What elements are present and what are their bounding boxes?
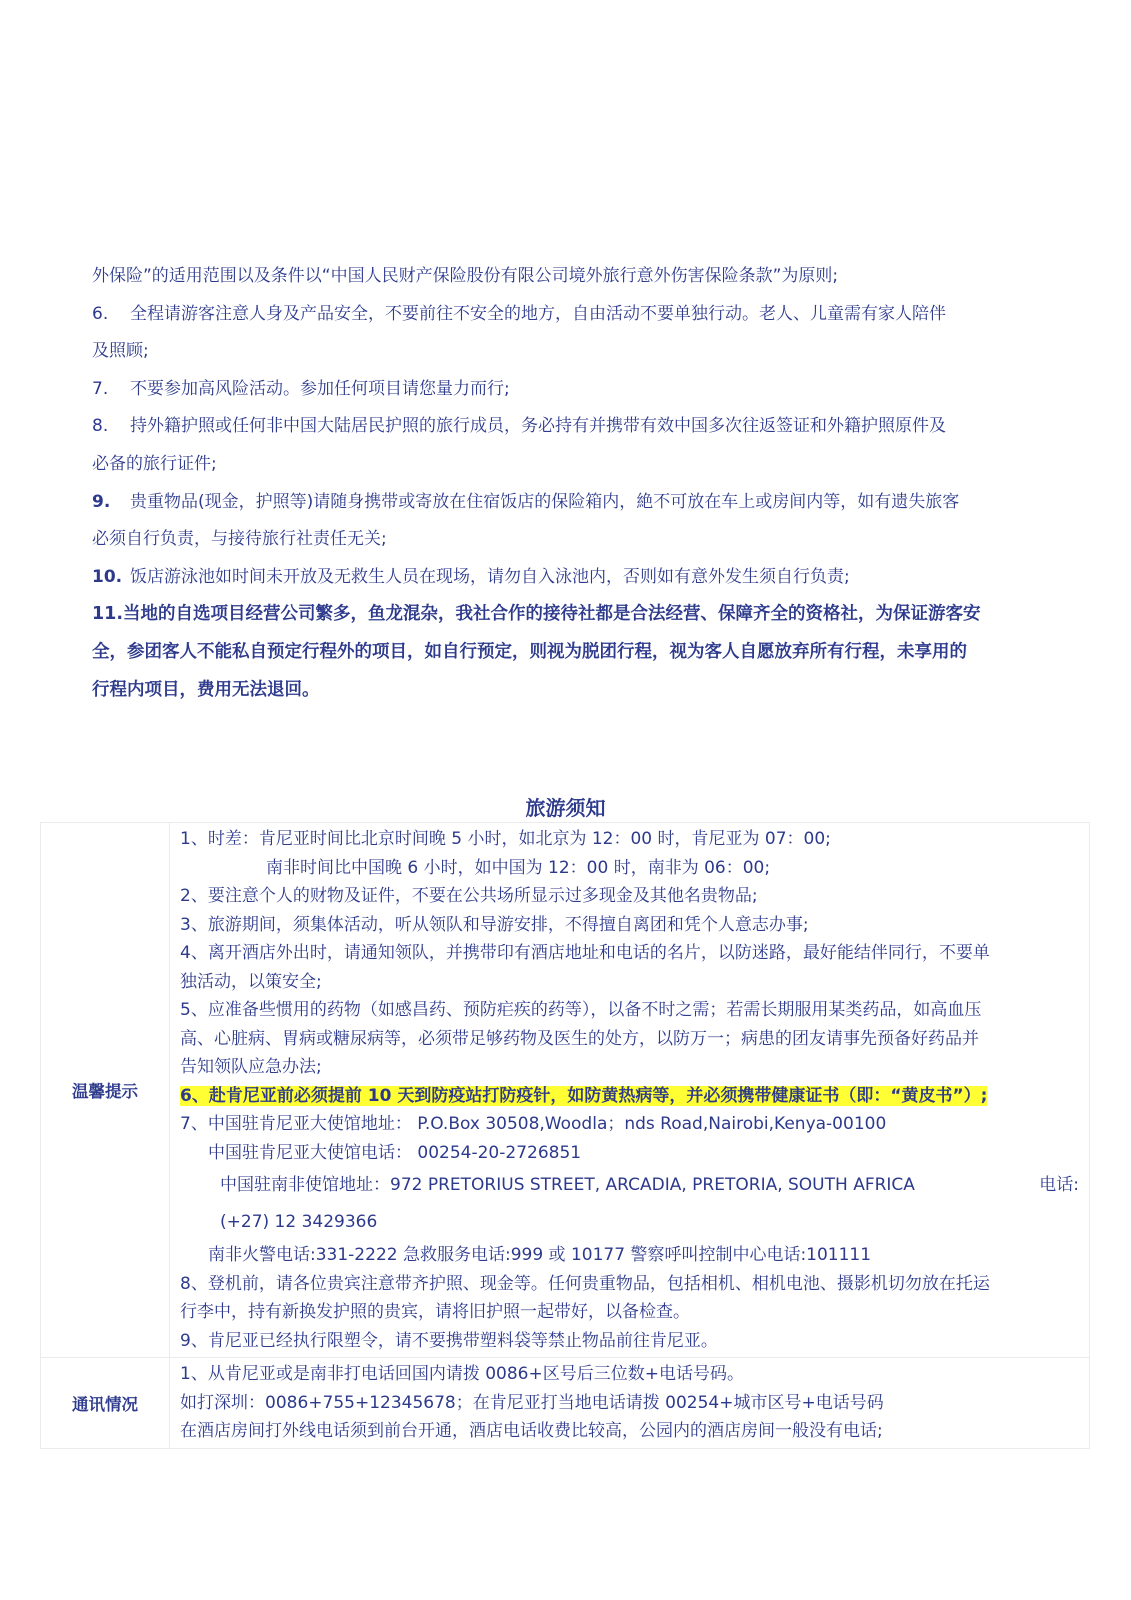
tip-line: 3、旅游期间，须集体活动，听从领队和导游安排，不得擅自离团和凭个人意志办事; [180,914,809,935]
note-item-number: 10. [92,566,123,587]
comm-row [41,1358,1090,1449]
comm-label: 通讯情况 [41,1358,170,1449]
note-item-number: 7. [92,378,109,399]
tip-line: 高、心脏病、胃病或糖尿病等，必须带足够药物及医生的处方，以防万一；病患的团友请事先预备好药品并 [180,1028,979,1049]
notes-section [92,258,1052,709]
note-item-text: 不要参加高风险活动。参加任何项目请您量力而行; [130,378,510,399]
tip-line: 南非火警电话:331-2222 急救服务电话:999 或 10177 警察呼叫控制中心电话:101111 [208,1245,872,1265]
tip-line-highlighted [180,1082,1079,1111]
tip-line: 行李中，持有新换发护照的贵宾，请将旧护照一起带好，以备检查。 [180,1302,690,1322]
note-item-7 [92,371,1052,409]
note-item-9-cont: 必须自行负责，与接待旅行社责任无关; [92,529,387,550]
tip-line: 5、应准备些惯用的药物（如感昌药、预防疟疾的药等），以备不时之需；若需长期服用某类药品，如高血压 [180,1000,982,1020]
tip-line: 独活动，以策安全; [180,971,322,992]
tip-line: 8、登机前，请各位贵宾注意带齐护照、现金等。任何贵重物品，包括相机、相机电池、摄影机切勿放在托运 [180,1273,990,1294]
tips-label: 温馨提示 [41,823,170,1358]
tip-line: 1、时差：肯尼亚时间比北京时间晚 5 小时，如北京为 12：00 时，肯尼亚为 07：00; [180,829,831,849]
note-item-text: 持外籍护照或任何非中国大陆居民护照的旅行成员，务必持有并携带有效中国多次往返签证和外籍护照原件及 [130,416,946,437]
highlighted-text: 6、赴肯尼亚前必须提前 10 天到防疫站打防疫针，如防黄热病等，并必须携带健康证书（即：“黄皮书”）; [180,1085,988,1106]
note-item-8-cont: 必备的旅行证件; [92,453,217,474]
section-title: 旅游须知 [525,796,606,820]
tip-line: 中国驻肯尼亚大使馆电话： 00254-20-2726851 [208,1142,582,1163]
embassy-phone-label: 电话: [1039,1175,1079,1195]
note-item-6 [92,296,1052,334]
tip-line: 2、要注意个人的财物及证件，不要在公共场所显示过多现金及其他名贵物品; [180,886,758,906]
comm-line: 在酒店房间打外线电话须到前台开通，酒店电话收费比较高，公园内的酒店房间一般没有电话; [180,1421,883,1441]
tip-line: 告知领队应急办法; [180,1057,322,1077]
tip-line [180,1167,1079,1204]
tip-line: 9、肯尼亚已经执行限塑令，请不要携带塑料袋等禁止物品前往肯尼亚。 [180,1330,718,1351]
note-item-6-cont: 及照顾; [92,341,149,362]
note-item-text: 全程请游客注意人身及产品安全，不要前往不安全的地方，自由活动不要单独行动。老人、儿童需有家人陪伴 [130,303,946,324]
tip-line: 7、中国驻肯尼亚大使馆地址： P.O.Box 30508,Woodla；nds Road,Nairobi,Kenya-00100 [180,1114,887,1134]
note-item-8 [92,408,1052,446]
note-item-11-line1: 11.当地的自选项目经营公司繁多，鱼龙混杂，我社合作的接待社都是合法经营、保障齐全的资格社，为保证游客安 [92,604,981,625]
note-item-9 [92,484,1052,522]
tips-row [41,823,1090,1358]
note-item-text: 饭店游泳池如时间未开放及无救生人员在现场，请勿自入泳池内，否则如有意外发生须自行负责; [130,566,850,587]
note-item-number: 9. [92,491,111,512]
comm-content [170,1358,1090,1449]
note-item-number: 8. [92,416,109,437]
note-line-0: 外保险”的适用范围以及条件以“中国人民财产保险股份有限公司境外旅行意外伤害保险条款”为原则; [92,266,839,286]
tip-line: 4、离开酒店外出时，请通知领队，并携带印有酒店地址和电话的名片，以防迷路，最好能结伴同行，不要单 [180,943,990,963]
comm-line: 如打深圳：0086+755+12345678；在肯尼亚打当地电话请拨 00254+城市区号+电话号码 [180,1392,884,1413]
tip-line: (+27) 12 3429366 [220,1212,378,1232]
embassy-address: 中国驻南非使馆地址：972 PRETORIUS STREET, ARCADIA, PRETORIA, SOUTH AFRICA [220,1175,915,1195]
note-item-text: 贵重物品(现金，护照等)请随身携带或寄放在住宿饭店的保险箱内，絶不可放在车上或房间内等，如有遗失旅客 [130,491,960,512]
note-item-number: 6. [92,303,109,324]
note-item-11-line2: 全，参团客人不能私自预定行程外的项目，如自行预定，则视为脱团行程，视为客人自愿放弃所有行程，未享用的 [92,641,967,662]
comm-line: 1、从肯尼亚或是南非打电话回国内请拨 0086+区号后三位数+电话号码。 [180,1364,744,1384]
note-item-11-line3: 行程内项目，费用无法退回。 [92,679,320,700]
travel-guide-table [40,822,1090,1449]
note-item-10 [92,559,1052,597]
tips-content [170,823,1090,1358]
tip-line: 南非时间比中国晚 6 小时，如中国为 12：00 时，南非为 06：00; [266,857,771,878]
